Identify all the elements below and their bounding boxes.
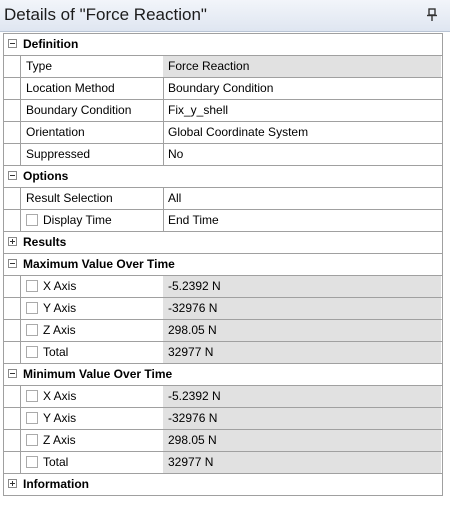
property-label: Display Time xyxy=(43,213,112,227)
property-value-cell xyxy=(163,386,441,407)
property-value: End Time xyxy=(168,213,219,227)
section-label: Options xyxy=(23,169,69,183)
property-label: Type xyxy=(26,59,53,73)
parameter-checkbox[interactable] xyxy=(26,412,38,424)
property-value-cell xyxy=(163,452,441,473)
property-row-suppressed[interactable] xyxy=(4,144,442,166)
property-value: Global Coordinate System xyxy=(168,125,309,139)
section-definition[interactable] xyxy=(4,34,442,56)
property-label-cell xyxy=(20,188,164,209)
property-value: -32976 N xyxy=(168,411,218,425)
section-label: Information xyxy=(23,477,89,491)
parameter-checkbox[interactable] xyxy=(26,456,38,468)
property-label-cell xyxy=(20,276,164,297)
parameter-checkbox[interactable] xyxy=(26,390,38,402)
collapse-icon[interactable] xyxy=(8,39,17,48)
suppressed-value[interactable] xyxy=(163,144,441,165)
property-row-max-total xyxy=(4,342,442,364)
property-label: Boundary Condition xyxy=(26,103,132,117)
property-label-cell xyxy=(20,78,164,99)
section-maximum-value-over-time[interactable] xyxy=(4,254,442,276)
section-information[interactable] xyxy=(4,474,442,496)
property-value-cell xyxy=(163,430,441,451)
parameter-checkbox[interactable] xyxy=(26,302,38,314)
property-value: 298.05 N xyxy=(168,323,217,337)
result-selection-value[interactable] xyxy=(163,188,441,209)
property-row-min-total xyxy=(4,452,442,474)
property-label: Orientation xyxy=(26,125,85,139)
property-row-location-method[interactable] xyxy=(4,78,442,100)
property-value: 32977 N xyxy=(168,455,214,469)
parameter-checkbox[interactable] xyxy=(26,434,38,446)
property-label-cell xyxy=(20,320,164,341)
property-value: -5.2392 N xyxy=(168,279,221,293)
collapse-icon[interactable] xyxy=(8,259,17,268)
property-value: 32977 N xyxy=(168,345,214,359)
property-label-cell xyxy=(20,56,164,77)
section-minimum-value-over-time[interactable] xyxy=(4,364,442,386)
parameter-checkbox[interactable] xyxy=(26,280,38,292)
section-label: Results xyxy=(23,235,67,249)
property-value-cell xyxy=(163,298,441,319)
section-results[interactable] xyxy=(4,232,442,254)
property-value: Force Reaction xyxy=(168,59,250,73)
property-row-min-x-axis xyxy=(4,386,442,408)
property-value-cell xyxy=(163,408,441,429)
collapse-icon[interactable] xyxy=(8,369,17,378)
location-method-value[interactable] xyxy=(163,78,441,99)
property-label-cell xyxy=(20,408,164,429)
property-row-min-y-axis xyxy=(4,408,442,430)
property-row-boundary-condition[interactable] xyxy=(4,100,442,122)
pin-icon[interactable] xyxy=(426,8,438,22)
property-value-cell xyxy=(163,56,441,77)
property-value-cell xyxy=(163,342,441,363)
property-row-min-z-axis xyxy=(4,430,442,452)
property-value: Boundary Condition xyxy=(168,81,274,95)
parameter-checkbox[interactable] xyxy=(26,214,38,226)
section-label: Minimum Value Over Time xyxy=(23,367,173,381)
property-value: -32976 N xyxy=(168,301,218,315)
property-label: Z Axis xyxy=(43,433,76,447)
property-label-cell xyxy=(20,298,164,319)
expand-icon[interactable] xyxy=(8,237,17,246)
property-label-cell xyxy=(20,210,164,231)
section-options[interactable] xyxy=(4,166,442,188)
property-label: Total xyxy=(43,455,69,469)
property-value-cell xyxy=(163,276,441,297)
property-row-orientation[interactable] xyxy=(4,122,442,144)
property-value: 298.05 N xyxy=(168,433,217,447)
property-label-cell xyxy=(20,342,164,363)
property-label-cell xyxy=(20,452,164,473)
property-row-max-y-axis xyxy=(4,298,442,320)
property-label-cell xyxy=(20,430,164,451)
property-value: -5.2392 N xyxy=(168,389,221,403)
boundary-condition-value[interactable] xyxy=(163,100,441,121)
property-label: Result Selection xyxy=(26,191,113,205)
collapse-icon[interactable] xyxy=(8,171,17,180)
property-label: Total xyxy=(43,345,69,359)
details-title-bar[interactable] xyxy=(0,0,450,32)
property-label-cell xyxy=(20,122,164,143)
property-value: No xyxy=(168,147,184,161)
property-label: X Axis xyxy=(43,279,77,293)
section-label: Definition xyxy=(23,37,79,51)
property-label: Y Axis xyxy=(43,411,77,425)
property-label: Location Method xyxy=(26,81,115,95)
property-row-result-selection[interactable] xyxy=(4,188,442,210)
expand-icon[interactable] xyxy=(8,479,17,488)
property-row-max-z-axis xyxy=(4,320,442,342)
property-value: All xyxy=(168,191,182,205)
property-row-display-time[interactable] xyxy=(4,210,442,232)
property-label-cell xyxy=(20,144,164,165)
property-label: Y Axis xyxy=(43,301,77,315)
orientation-value[interactable] xyxy=(163,122,441,143)
parameter-checkbox[interactable] xyxy=(26,324,38,336)
property-label: Z Axis xyxy=(43,323,76,337)
property-label-cell xyxy=(20,386,164,407)
section-label: Maximum Value Over Time xyxy=(23,257,175,271)
parameter-checkbox[interactable] xyxy=(26,346,38,358)
property-label-cell xyxy=(20,100,164,121)
property-label: X Axis xyxy=(43,389,77,403)
details-grid xyxy=(3,33,443,496)
panel-title: Details of "Force Reaction" xyxy=(4,5,207,24)
property-row-type xyxy=(4,56,442,78)
property-value: Fix_y_shell xyxy=(168,103,229,117)
property-row-max-x-axis xyxy=(4,276,442,298)
property-value-cell xyxy=(163,320,441,341)
property-label: Suppressed xyxy=(26,147,91,161)
display-time-value[interactable] xyxy=(163,210,441,231)
